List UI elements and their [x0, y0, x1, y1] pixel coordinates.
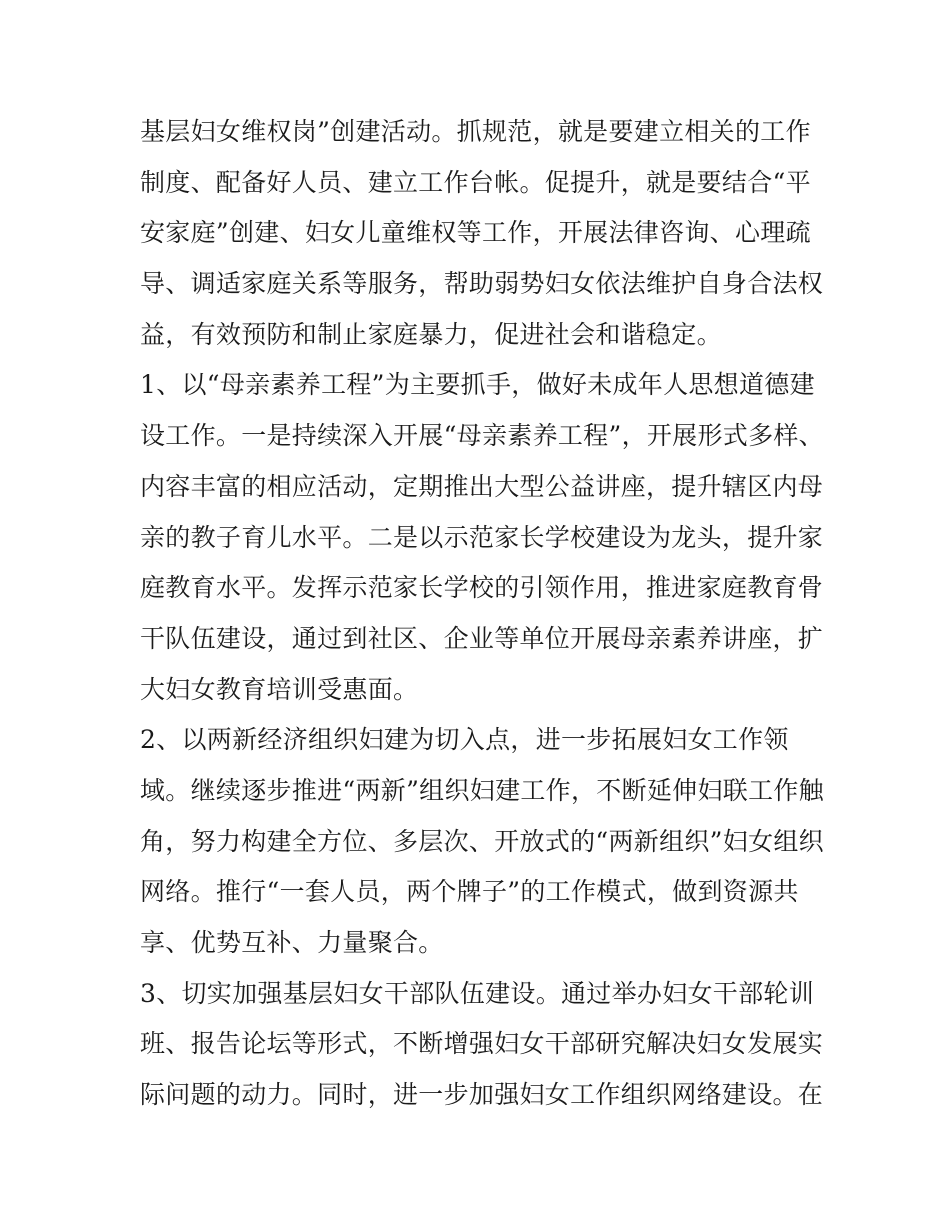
text-line: 制度、配备好人员、建立工作台帐。促提升，就是要结合“平 — [140, 167, 811, 197]
text-line: 班、报告论坛等形式，不断增强妇女干部研究解决妇女发展实 — [140, 1029, 824, 1059]
text-line: 内容丰富的相应活动，定期推出大型公益讲座，提升辖区内母 — [140, 471, 824, 501]
text-line: 角，努力构建全方位、多层次、开放式的“两新组织”妇女组织 — [140, 826, 824, 856]
text-line: 庭教育水平。发挥示范家长学校的引领作用，推进家庭教育骨 — [140, 573, 824, 603]
body-text — [140, 107, 824, 1121]
text-line: 1、以“母亲素养工程”为主要抓手，做好未成年人思想道德建 — [140, 370, 815, 400]
text-line: 网络。推行“一套人员，两个牌子”的工作模式，做到资源共 — [140, 877, 799, 907]
text-line: 亲的教子育儿水平。二是以示范家长学校建设为龙头，提升家 — [140, 522, 824, 552]
text-line: 域。继续逐步推进“两新”组织妇建工作，不断延伸妇联工作触 — [140, 775, 824, 805]
text-line: 2、以两新经济组织妇建为切入点，进一步拓展妇女工作领 — [140, 725, 789, 755]
text-line: 设工作。一是持续深入开展“母亲素养工程”，开展形式多样、 — [140, 421, 824, 451]
text-line: 导、调适家庭关系等服务，帮助弱势妇女依法维护自身合法权 — [140, 269, 824, 299]
text-line: 际问题的动力。同时，进一步加强妇女工作组织网络建设。在 — [140, 1080, 824, 1110]
text-line: 干队伍建设，通过到社区、企业等单位开展母亲素养讲座，扩 — [140, 623, 824, 653]
text-line: 3、切实加强基层妇女干部队伍建设。通过举办妇女干部轮训 — [140, 978, 815, 1008]
text-line: 大妇女教育培训受惠面。 — [140, 674, 419, 704]
text-line: 享、优势互补、力量聚合。 — [140, 928, 444, 957]
text-line: 益，有效预防和制止家庭暴力，促进社会和谐稳定。 — [140, 319, 722, 349]
text-line: 基层妇女维权岗”创建活动。抓规范，就是要建立相关的工作 — [140, 117, 811, 146]
text-line: 安家庭”创建、妇女儿童维权等工作，开展法律咨询、心理疏 — [140, 218, 811, 248]
